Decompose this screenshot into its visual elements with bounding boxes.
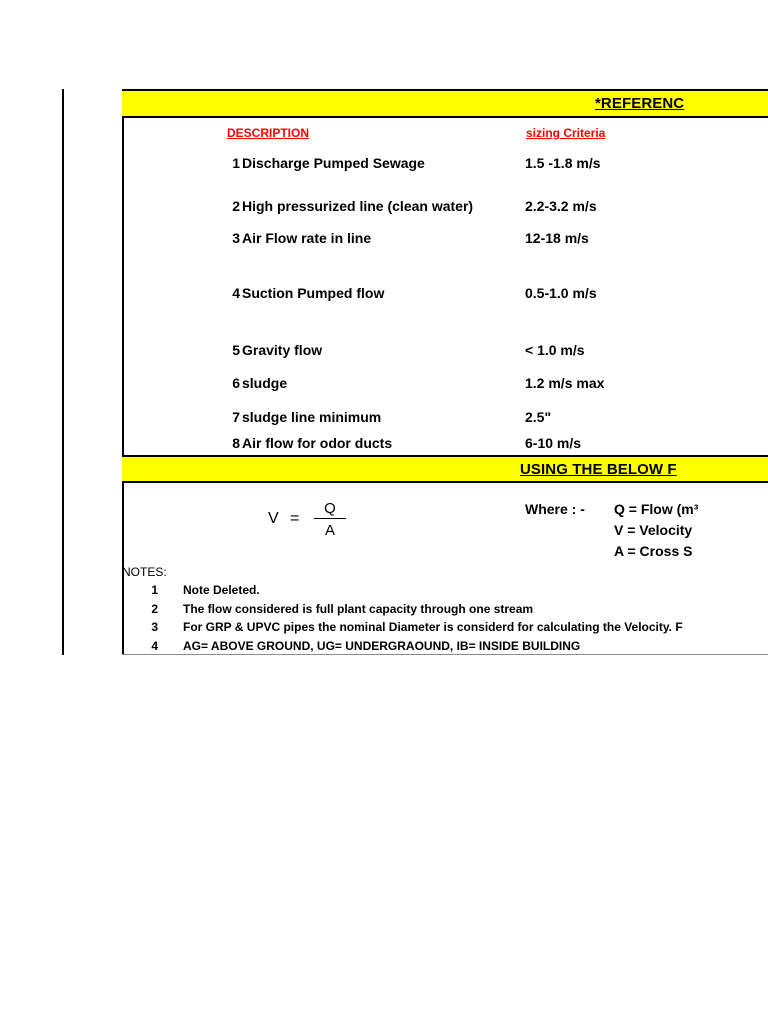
row-criteria: 1.2 m/s max <box>525 375 605 391</box>
row-description: Suction Pumped flow <box>242 285 385 301</box>
row-number: 1 <box>232 155 240 171</box>
row-criteria: 2.5" <box>525 409 552 425</box>
table-row <box>122 342 768 362</box>
table-row <box>122 230 768 250</box>
row-description: High pressurized line (clean water) <box>242 198 474 214</box>
note-text: The flow considered is full plant capacity through one stream <box>183 602 534 616</box>
note-item <box>122 620 768 636</box>
where-label: Where : - <box>525 501 585 517</box>
note-item <box>122 639 768 655</box>
row-description: Air Flow rate in line <box>242 230 372 246</box>
row-number: 5 <box>232 342 240 358</box>
note-number: 1 <box>151 583 158 597</box>
reference-banner <box>122 89 768 118</box>
table-row <box>122 155 768 175</box>
where-definition-item: Q = Flow (m³ <box>614 501 699 517</box>
formula-banner <box>122 455 768 483</box>
table-row <box>122 409 768 429</box>
row-number: 3 <box>232 230 240 246</box>
table-row <box>122 285 768 305</box>
row-description: Discharge Pumped Sewage <box>242 155 425 171</box>
row-criteria: 12-18 m/s <box>525 230 589 246</box>
formula-numerator: Q <box>324 500 336 517</box>
row-number: 4 <box>232 285 240 301</box>
formula-banner-title: USING THE BELOW F <box>520 461 677 478</box>
row-description: sludge <box>242 375 288 391</box>
note-text: For GRP & UPVC pipes the nominal Diameter is considerd for calculating the Velocity. F <box>183 620 683 634</box>
formula-velocity-symbol: V <box>268 510 279 527</box>
row-number: 6 <box>232 375 240 391</box>
row-criteria: 6-10 m/s <box>525 435 582 451</box>
row-criteria: < 1.0 m/s <box>525 342 585 358</box>
spreadsheet-area <box>122 89 768 655</box>
note-number: 4 <box>151 639 158 653</box>
reference-banner-title: *REFERENC <box>595 95 685 112</box>
notes-label: NOTES: <box>122 565 167 579</box>
row-number: 7 <box>232 409 240 425</box>
note-number: 2 <box>151 602 158 616</box>
where-definition-item: A = Cross S <box>614 543 693 559</box>
sizing-criteria-header: sizing Criteria <box>526 126 606 140</box>
row-criteria: 0.5-1.0 m/s <box>525 285 597 301</box>
table-row <box>122 198 768 218</box>
note-text: AG= ABOVE GROUND, UG= UNDERGRAOUND, IB= INSIDE BUILDING <box>183 639 581 653</box>
row-criteria: 1.5 -1.8 m/s <box>525 155 601 171</box>
description-header: DESCRIPTION <box>227 126 310 140</box>
note-text: Note Deleted. <box>183 583 260 597</box>
row-number: 8 <box>232 435 240 451</box>
sheet-bottom-border <box>122 654 768 655</box>
formula-equals-sign: = <box>290 510 300 527</box>
table-row <box>122 375 768 395</box>
row-number: 2 <box>232 198 240 214</box>
table-row <box>122 435 768 455</box>
row-description: Gravity flow <box>242 342 323 358</box>
row-description: Air flow for odor ducts <box>242 435 393 451</box>
where-definition-item: V = Velocity <box>614 522 693 538</box>
note-number: 3 <box>151 620 158 634</box>
row-description: sludge line minimum <box>242 409 382 425</box>
row-criteria: 2.2-3.2 m/s <box>525 198 597 214</box>
formula-denominator: A <box>324 522 335 539</box>
note-item <box>122 583 768 599</box>
left-margin-rule <box>62 89 64 655</box>
note-item <box>122 602 768 618</box>
formula-fraction-bar <box>314 518 346 519</box>
